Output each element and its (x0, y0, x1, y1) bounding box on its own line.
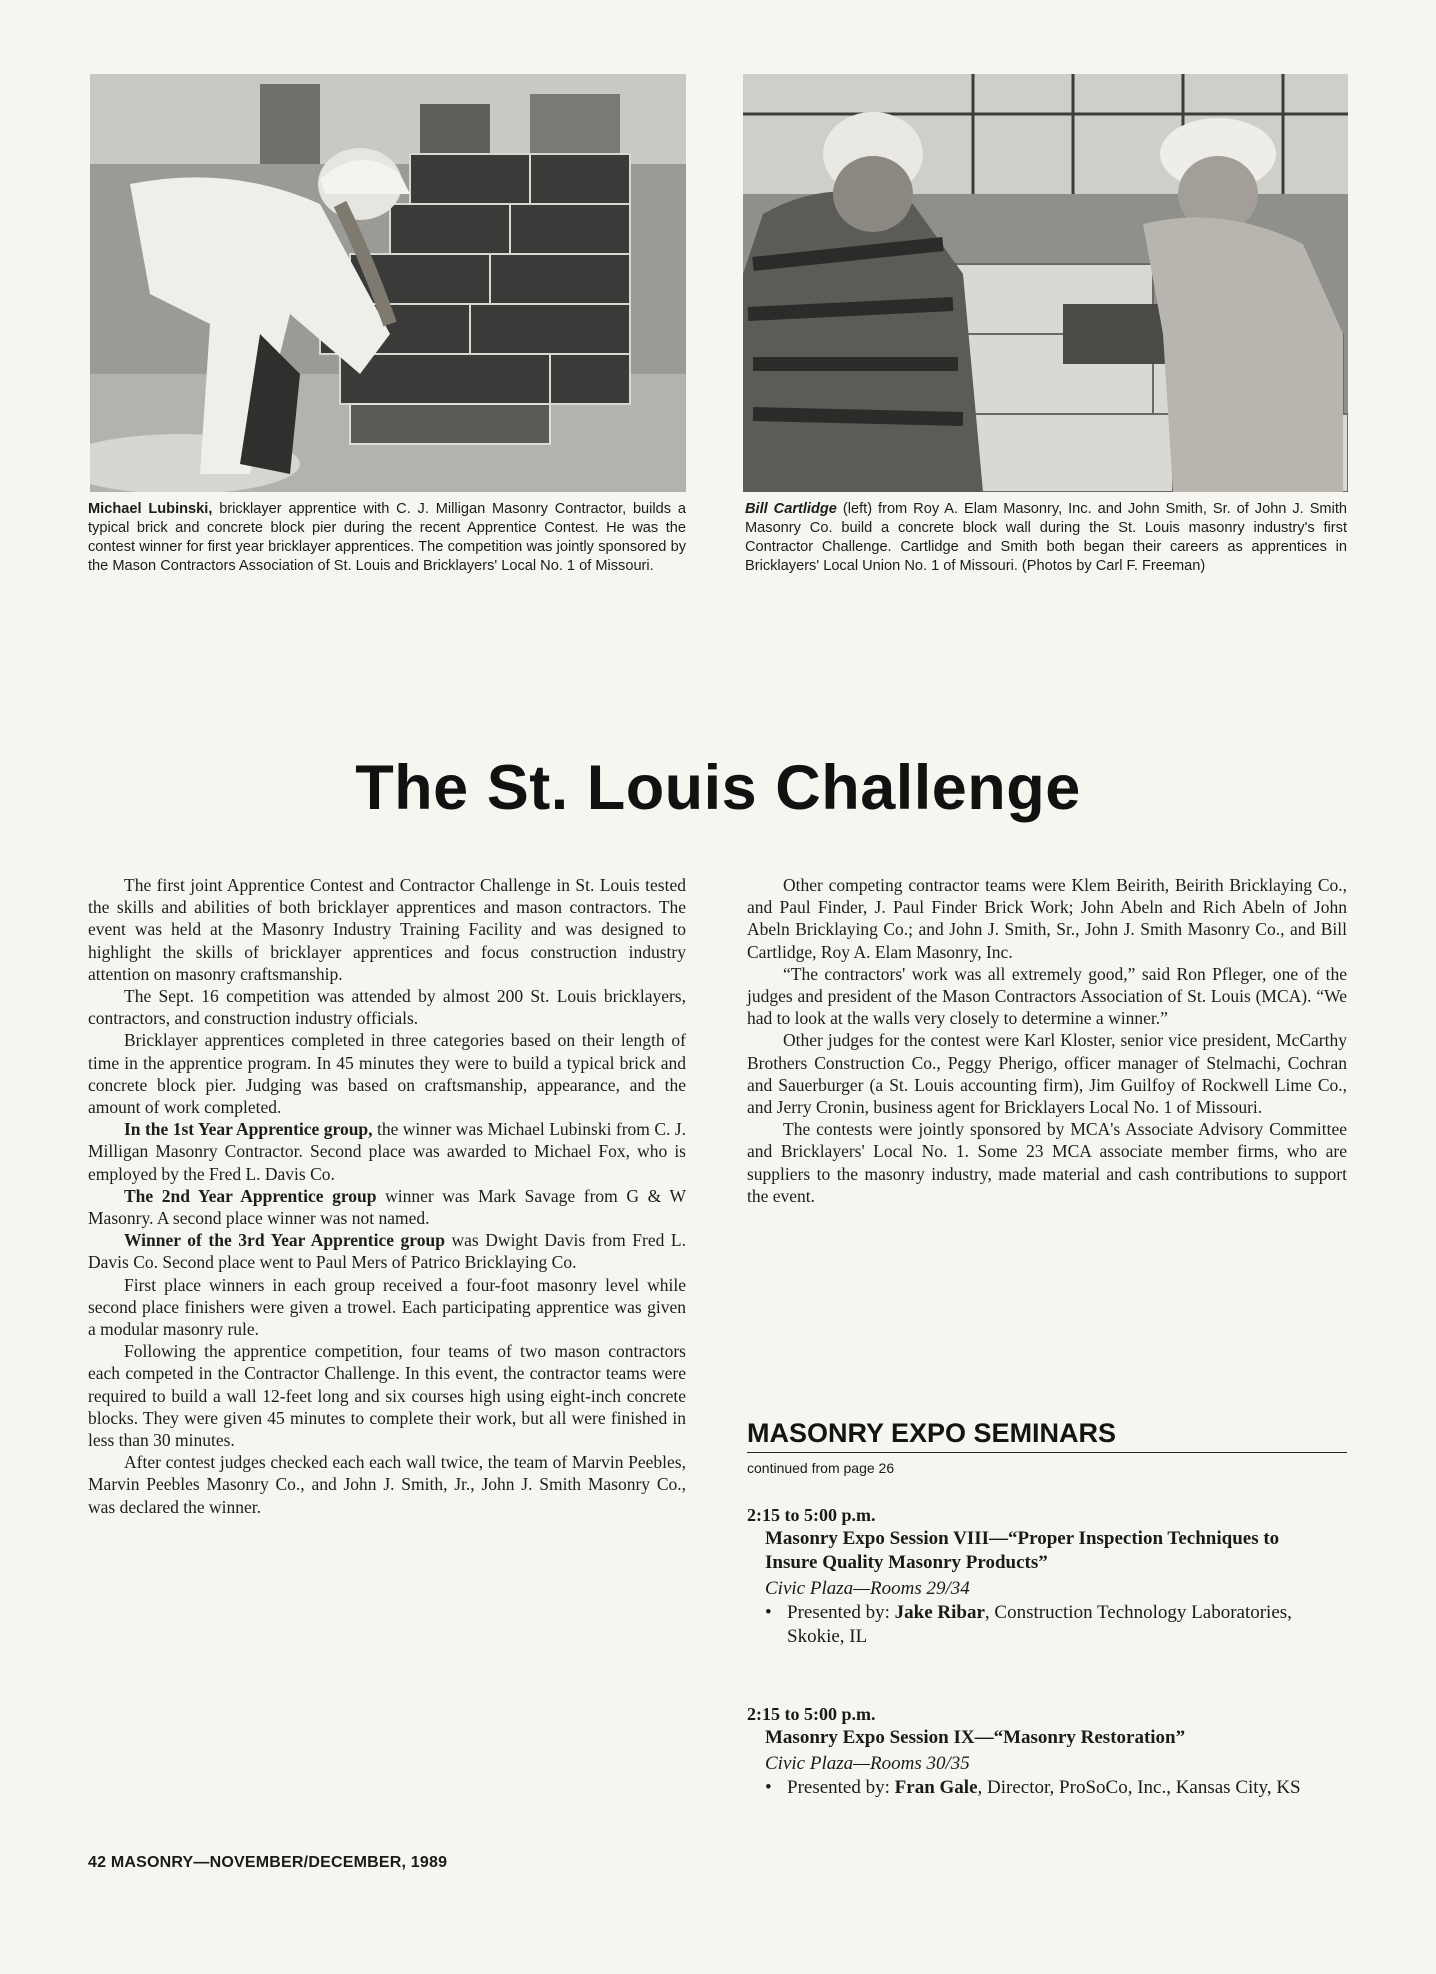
presenter-name: Jake Ribar (894, 1602, 985, 1623)
paragraph: The Sept. 16 competition was attended by almost 200 St. Louis bricklayers, contractors, and construction industry officials. (88, 986, 686, 1029)
session-presenter: • Presented by: Jake Ribar, Construction Technology Laboratories, Skokie, IL (765, 1602, 1292, 1647)
paragraph: First place winners in each group received a four-foot masonry level while second place finishers were given a trowel. Each participating apprentice was given a modular masonry rule. (88, 1274, 686, 1340)
caption-name-cartlidge: Bill Cartlidge (745, 501, 837, 517)
paragraph: The first joint Apprentice Contest and Contractor Challenge in St. Louis tested the skills and abilities of both bricklayer apprentices and mason contractors. The event was held at the Masonry Industry Training Facility and was designed to highlight the skills of bricklayer apprentices and focus construction industry attention on masonry craftsmanship. (88, 875, 686, 984)
page-footer: 42 MASONRY—NOVEMBER/DECEMBER, 1989 (88, 1854, 448, 1871)
seminar-session (747, 1503, 1347, 1649)
session-venue: Civic Plaza—Rooms 29/34 (765, 1578, 970, 1599)
caption-text-right: (left) from Roy A. Elam Masonry, Inc. and John Smith, Sr. of John J. Smith Masonry Co. build a concrete block wall during the St. Louis masonry industry's first Contractor Challenge. Cartlidge and Smith both began their careers as apprentices in Bricklayers' Local Union No. 1 of Missouri. (Photos by Carl F. Freeman) (745, 501, 1348, 574)
article-headline: The St. Louis Challenge (355, 753, 1081, 823)
photo-apprentice-pier-image (90, 74, 686, 492)
paragraph: The contests were jointly sponsored by MCA's Associate Advisory Committee and Bricklayers' Local No. 1. Some 23 MCA associate member firms, who are suppliers to the masonry industry, made material and cash contributions to support the event. (747, 1119, 1347, 1206)
paragraph: “The contractors' work was all extremely good,” said Ron Pfleger, one of the judges and president of the Mason Contractors Association of St. Louis (MCA). “We had to look at the walls very closely to determine a winner.” (747, 963, 1347, 1029)
session-title: Masonry Expo Session IX—“Masonry Restoration” (765, 1727, 1186, 1748)
paragraph: In the 1st Year Apprentice group, the winner was Michael Lubinski from C. J. Milligan Masonry Contractor. Second place was awarded to Michael Fox, who is employed by the Fred L. Davis Co. (88, 1119, 686, 1184)
photo-contractors-wall-image (743, 74, 1348, 492)
article-column-left (88, 874, 686, 1518)
session-time: 2:15 to 5:00 p.m. (747, 1505, 876, 1525)
paragraph: After contest judges checked each each wall twice, the team of Marvin Peebles, Marvin Peebles Masonry Co., and John J. Smith, Jr., John J. Smith Masonry Co., was declared the winner. (88, 1452, 686, 1517)
bullet-icon: • (765, 1777, 772, 1798)
caption-name-lubinski: Michael Lubinski, (88, 501, 213, 517)
paragraph: Other competing contractor teams were Klem Beirith, Beirith Bricklaying Co., and Paul Finder, J. Paul Finder Brick Work; John Abeln and Rich Abeln of John Abeln Bricklaying Co.; and John J. Smith, Sr., John J. Smith Masonry Co., and Bill Cartlidge, Roy A. Elam Masonry, Inc. (747, 875, 1347, 962)
paragraph: Other judges for the contest were Karl Kloster, senior vice president, McCarthy Brothers Construction Co., Peggy Pherigo, officer manager of Stelmachi, Cochran and Sauerburger (a St. Louis accounting firm), Jim Guilfoy of Rockwell Lime Co., and Jerry Cronin, business agent for Bricklayers Local No. 1 of Missouri. (747, 1030, 1347, 1118)
bullet-icon: • (765, 1602, 772, 1623)
session-time: 2:15 to 5:00 p.m. (747, 1704, 876, 1724)
paragraph: Winner of the 3rd Year Apprentice group was Dwight Davis from Fred L. Davis Co. Second place went to Paul Mers of Patrico Bricklaying Co. (88, 1230, 686, 1273)
session-venue: Civic Plaza—Rooms 30/35 (765, 1753, 970, 1774)
continued-note: continued from page 26 (747, 1460, 895, 1476)
presenter-name: Fran Gale (894, 1777, 978, 1798)
seminars-heading: MASONRY EXPO SEMINARS (747, 1418, 1347, 1453)
photo-apprentice-pier (90, 74, 686, 492)
paragraph: Bricklayer apprentices completed in three categories based on their length of time in the apprentice program. In 45 minutes they were to build a typical brick and concrete block pier. Judging was based on craftsmanship, appearance, and the amount of work completed. (88, 1030, 686, 1118)
seminar-session (747, 1702, 1347, 1800)
photo-contractors-wall (743, 74, 1348, 492)
session-presenter: • Presented by: Fran Gale, Director, ProSoCo, Inc., Kansas City, KS (765, 1777, 1301, 1798)
article-column-right (747, 874, 1347, 1207)
paragraph: The 2nd Year Apprentice group winner was Mark Savage from G & W Masonry. A second place winner was not named. (88, 1185, 686, 1229)
paragraph: Following the apprentice competition, four teams of two mason contractors each competed in the Contractor Challenge. In this event, the contractor teams were required to build a wall 12-feet long and six courses high using eight-inch concrete blocks. They were given 45 minutes to complete their work, but all were finished in less than 30 minutes. (88, 1341, 686, 1451)
session-title: Masonry Expo Session VIII—“Proper Inspection Techniques to Insure Quality Masonry Products” (765, 1528, 1280, 1573)
photo-caption-left (88, 500, 686, 576)
photo-caption-right (745, 500, 1347, 576)
caption-text-left: bricklayer apprentice with C. J. Milligan Masonry Contractor, builds a typical brick and concrete block pier during the recent Apprentice Contest. He was the contest winner for first year bricklayer apprentices. The competition was jointly sponsored by the Mason Contractors Association of St. Louis and Bricklayers' Local No. 1 of Missouri. (88, 501, 686, 574)
